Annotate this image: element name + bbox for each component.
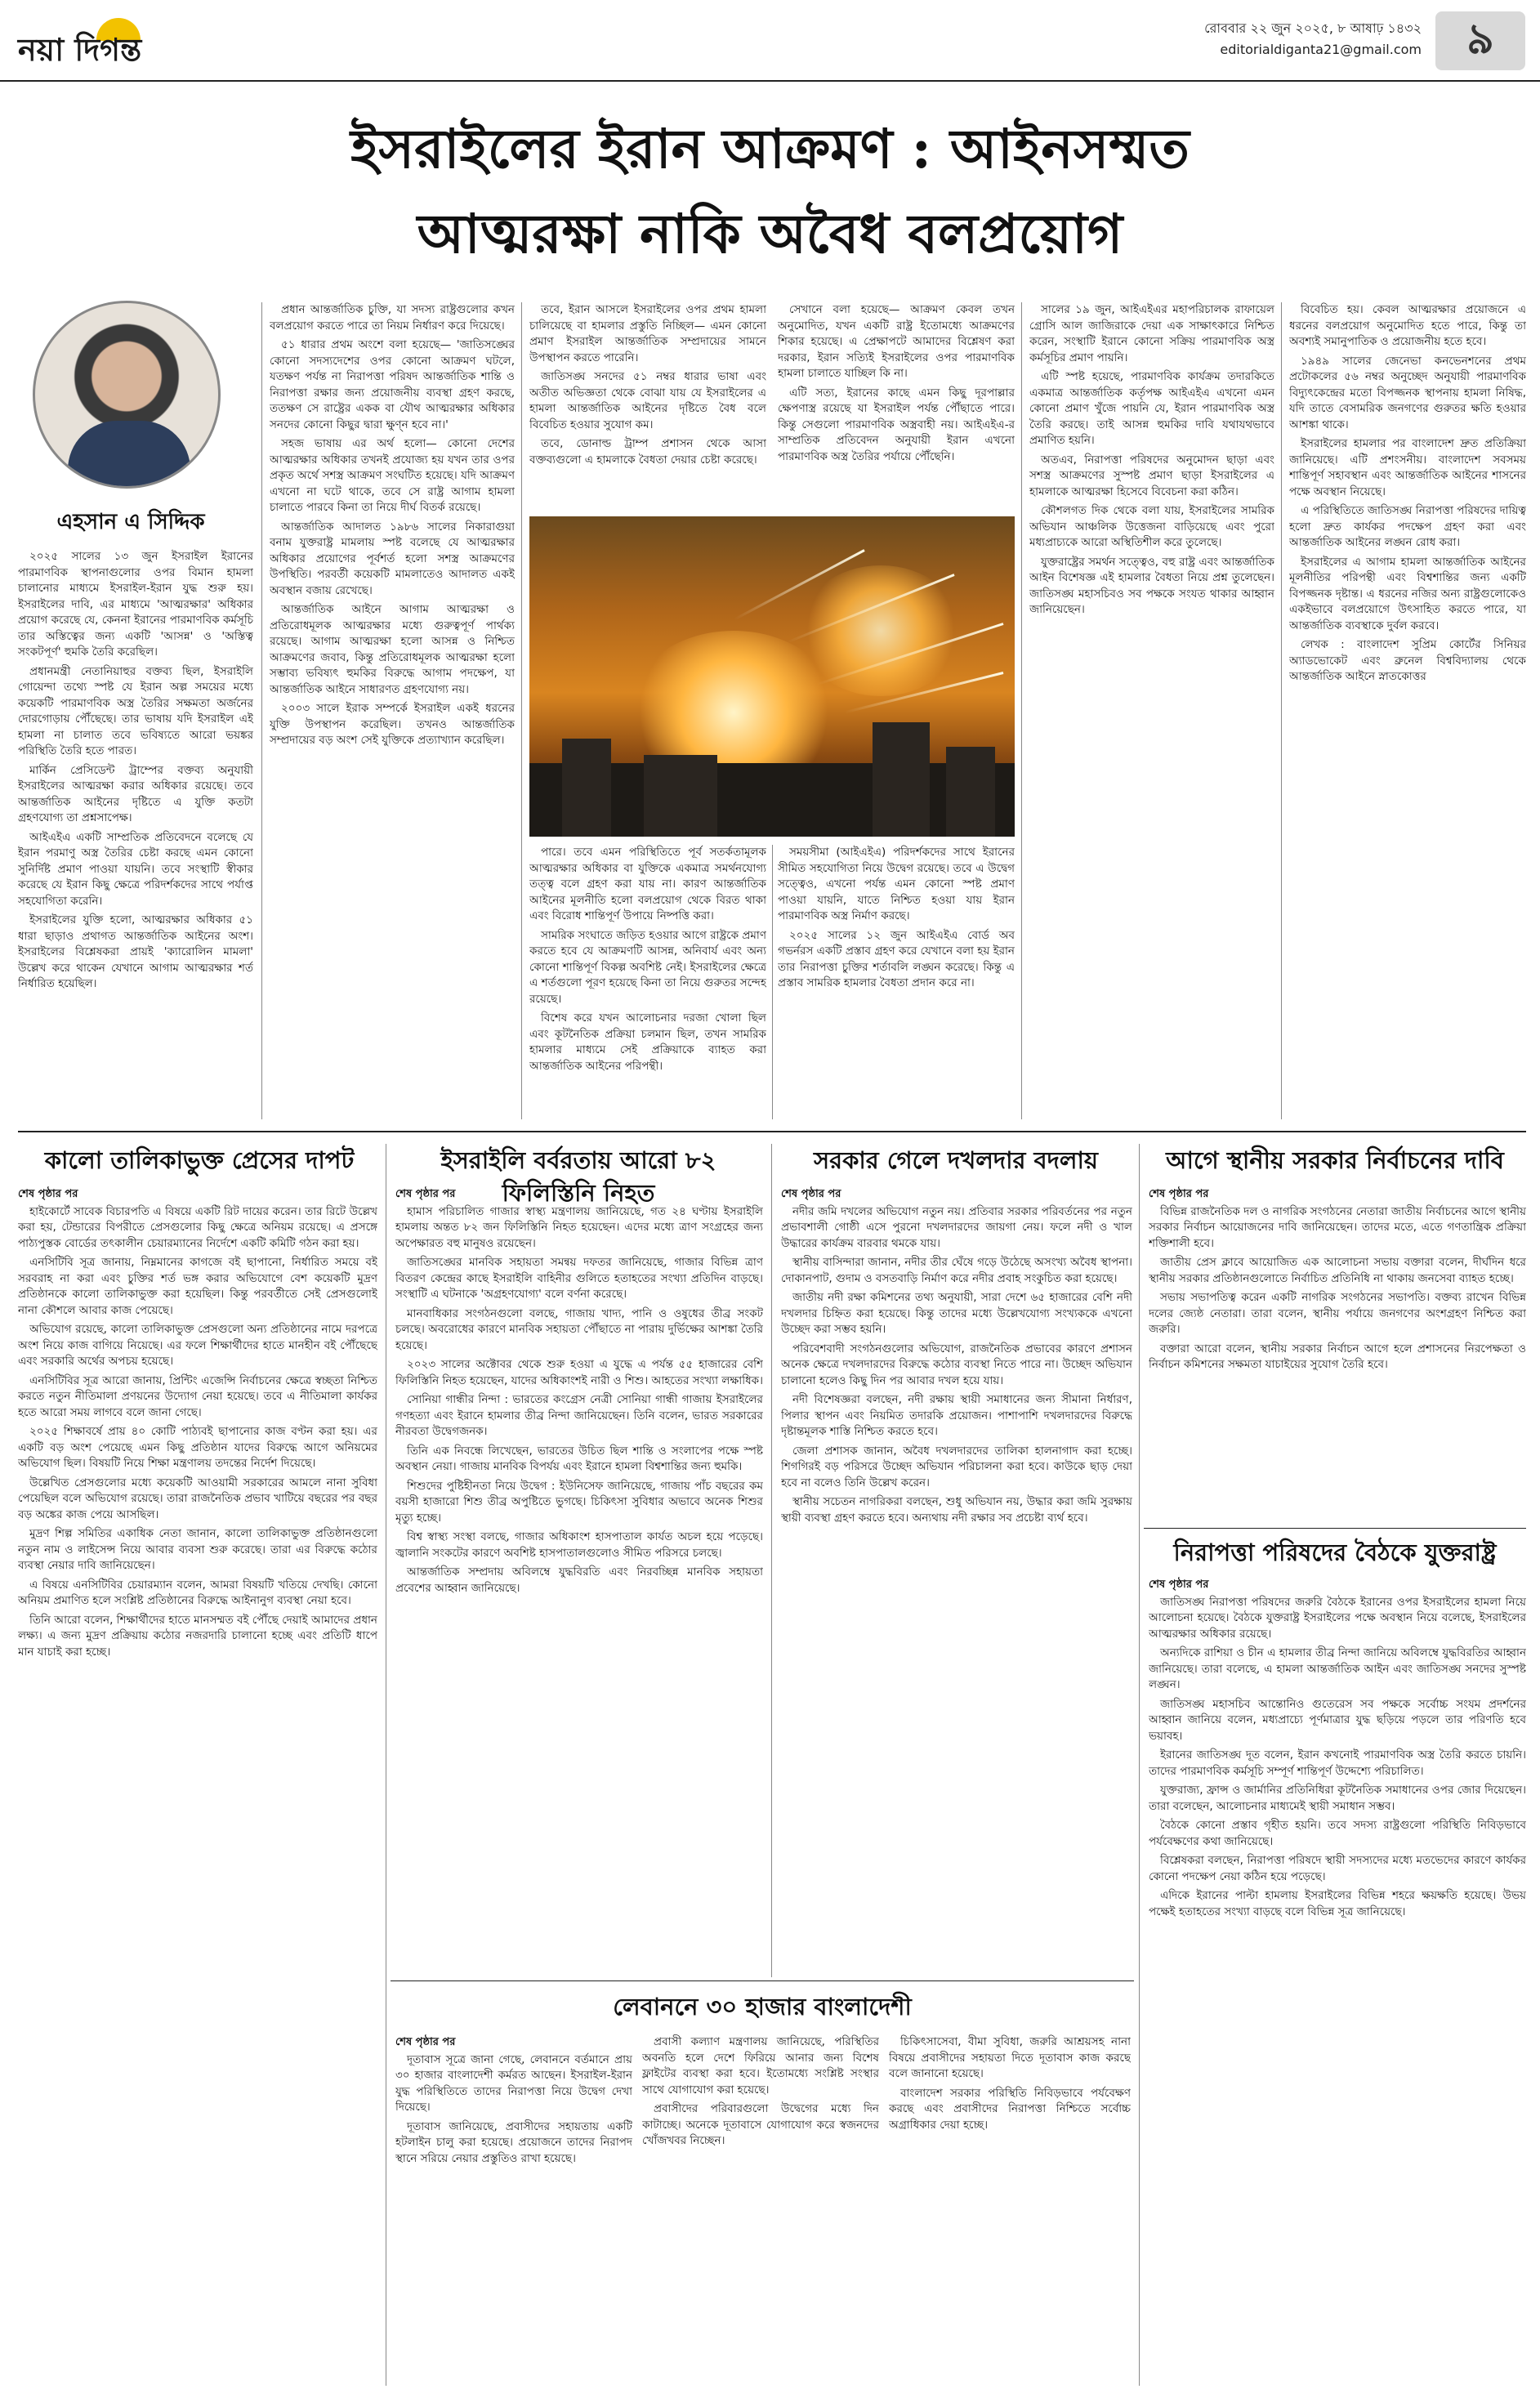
- press-section-title[interactable]: কালো তালিকাভুক্ত প্রেসের দাপট: [44, 1146, 355, 1174]
- lead-headline: [0, 106, 1540, 276]
- explosion-glow: [799, 565, 962, 696]
- editorial-email[interactable]: editorialdiganta21@gmail.com: [1220, 42, 1422, 57]
- section-separator: [391, 1980, 1134, 1981]
- article-paragraph: নদীর জমি দখলের অভিযোগ নতুন নয়। প্রতিবার সরকার পরিবর্তনের পর নতুন প্রভাবশালী গোষ্ঠী এসে পুরনো দখলদারদের জায়গা নেয়। ফলে নদী ও খাল উদ্ধারের কার্যক্রম বারবার থমকে যায়।: [781, 1204, 1132, 1250]
- article-paragraph: জাতীয় নদী রক্ষা কমিশনের তথ্য অনুযায়ী, সারা দেশে ৬৫ হাজারের বেশি নদী দখলদার চিহ্নিত করা হয়েছে। কিন্তু তাদের মধ্যে উল্লেখযোগ্য সংখ্যককে এখনো উচ্ছেদ করা সম্ভব হয়নি।: [781, 1291, 1132, 1336]
- lead-article-column-3-top: [529, 302, 766, 508]
- article-paragraph: আইএইএ একটি সাম্প্রতিক প্রতিবেদনে বলেছে যে ইরান পরমাণু অস্ত্র তৈরির চেষ্টা করছে এমন কোনো সুনির্দিষ্ট প্রমাণ পাওয়া যায়নি। তবে সংস্থাটি স্বীকার করেছে যে ইরান কিছু ক্ষেত্রে পরিদর্শকদের সাথে পর্যাপ্ত সহযোগিতা করেনি।: [18, 830, 253, 908]
- page-number-badge: ৯: [1435, 11, 1525, 70]
- article-paragraph: বক্তারা আরো বলেন, স্থানীয় সরকার নির্বাচন আগে হলে প্রশাসনের নিরপেক্ষতা ও নির্বাচন কমিশনের সক্ষমতা যাচাইয়ের সুযোগ তৈরি হবে।: [1149, 1342, 1526, 1371]
- dateline: [1204, 18, 1422, 60]
- article-paragraph: ২০২৫ শিক্ষাবর্ষে প্রায় ৪০ কোটি পাঠ্যবই ছাপানোর কাজ বণ্টন করা হয়। এর একটি বড় অংশ পেয়েছে এমন কিছু প্রতিষ্ঠান যাদের বিরুদ্ধে আগে অনিয়মের অভিযোগ ছিল। বিষয়টি নিয়ে শিক্ষা মন্ত্রণালয় তদন্তের নির্দেশ দিয়েছে।: [18, 1425, 377, 1470]
- palestine-article-body: [395, 1186, 763, 1971]
- article-paragraph: আন্তর্জাতিক আদালত ১৯৮৬ সালের নিকারাগুয়া বনাম যুক্তরাষ্ট্র মামলায় স্পষ্ট বলেছে যে আত্মরক্ষার অধিকার প্রয়োগের পূর্বশর্ত হলো সশস্ত্র আক্রমণের উপস্থিতি। পরবর্তী কয়েকটি মামলাতেও আদালত একই অবস্থান বজায় রেখেছে।: [270, 520, 515, 597]
- article-paragraph: আন্তর্জাতিক সম্প্রদায় অবিলম্বে যুদ্ধবিরতি এবং নিরবচ্ছিন্ন মানবিক সহায়তা প্রবেশের আহ্বান জানিয়েছে।: [395, 1565, 763, 1595]
- logo-text: নয়া দিগন্ত: [18, 31, 142, 68]
- article-paragraph: প্রধানমন্ত্রী নেতানিয়াহুর বক্তব্য ছিল, ইসরাইলি গোয়েন্দা তথ্যে স্পষ্ট যে ইরান অল্প সময়ের মধ্যে কয়েকটি পারমাণবিক অস্ত্র তৈরির সক্ষমতা অর্জনের দোরগোড়ায় পৌঁছেছে। তার ভাষায় যদি ইসরাইল এই হামলা না চালাত তবে ভবিষ্যতে আরো ভয়ঙ্কর পরিস্থিতি তৈরি হতে পারত।: [18, 664, 253, 757]
- article-paragraph: সভায় সভাপতিত্ব করেন একটি নাগরিক সংগঠনের সভাপতি। বক্তব্য রাখেন বিভিন্ন দলের জ্যেষ্ঠ নেতারা। তারা বলেন, স্থানীয় পর্যায়ে জনগণের অংশগ্রহণ নিশ্চিত করা জরুরি।: [1149, 1291, 1526, 1336]
- lebanon-article-column-1: [395, 2034, 632, 2384]
- column-divider: [1021, 302, 1022, 1119]
- article-paragraph: বিবেচিত হয়। কেবল আত্মরক্ষার প্রয়োজনে এ ধরনের বলপ্রয়োগ অনুমোদিত হতে পারে, কিন্তু তা অবশ্যই সমানুপাতিক ও প্রয়োজনীয় হতে হবে।: [1289, 303, 1526, 348]
- article-paragraph: তবে, ইরান আসলে ইসরাইলের ওপর প্রথম হামলা চালিয়েছে বা হামলার প্রস্তুতি নিচ্ছিল— এমন কোনো প্রমাণ ইসরাইল আন্তর্জাতিক সম্প্রদায়ের সামনে উপস্থাপন করতে পারেনি।: [529, 303, 766, 364]
- article-paragraph: তবে, ডোনাল্ড ট্রাম্প প্রশাসন থেকে আসা বক্তব্যগুলো এ হামলাকে বৈধতা দেয়ার চেষ্টা করেছে।: [529, 437, 766, 467]
- continued-from-label: শেষ পৃষ্ঠার পর: [395, 2036, 456, 2048]
- missile-attack-photo: [529, 516, 1015, 837]
- article-paragraph: সেখানে বলা হয়েছে— আক্রমণ কেবল তখন অনুমোদিত, যখন একটি রাষ্ট্র ইতোমধ্যে আক্রমণের শিকার হয়েছে। এ প্রেক্ষাপটে আমাদের বিশ্লেষণ করা দরকার, ইরান সত্যিই ইসরাইলের ওপর পারমাণবিক হামলা চালাতে যাচ্ছিল কি না।: [778, 303, 1015, 380]
- article-paragraph: ৫১ ধারার প্রথম অংশে বলা হয়েছে— 'জাতিসঙ্ঘের কোনো সদস্যদেশের ওপর কোনো আক্রমণ ঘটলে, যতক্ষণ পর্যন্ত না নিরাপত্তা পরিষদ আন্তর্জাতিক শান্তি ও নিরাপত্তা রক্ষার জন্য প্রয়োজনীয় ব্যবস্থা গ্রহণ করছে, ততক্ষণ সে রাষ্ট্রের একক বা যৌথ আত্মরক্ষার অধিকার সনদের কোনো কিছুর দ্বারা ক্ষুণ্ন হবে না।': [270, 338, 515, 431]
- article-paragraph: ২০২৩ সালের অক্টোবর থেকে শুরু হওয়া এ যুদ্ধে এ পর্যন্ত ৫৫ হাজারের বেশি ফিলিস্তিনি নিহত হয়েছেন, যাদের অধিকাংশই নারী ও শিশু। আহতের সংখ্যা লক্ষাধিক।: [395, 1358, 763, 1387]
- article-paragraph: জাতীয় প্রেস ক্লাবে আয়োজিত এক আলোচনা সভায় বক্তারা বলেন, দীর্ঘদিন ধরে স্থানীয় সরকার প্রতিষ্ঠানগুলোতে নির্বাচিত প্রতিনিধি না থাকায় জনসেবা ব্যাহত হচ্ছে।: [1149, 1256, 1526, 1285]
- article-paragraph: এ বিষয়ে এনসিটিবির চেয়ারম্যান বলেন, আমরা বিষয়টি খতিয়ে দেখছি। কোনো অনিয়ম প্রমাণিত হলে সংশ্লিষ্ট প্রতিষ্ঠানের বিরুদ্ধে আইনানুগ ব্যবস্থা নেয়া হবে।: [18, 1578, 377, 1607]
- article-paragraph: তিনি এক নিবন্ধে লিখেছেন, ভারতের উচিত ছিল শান্তি ও সংলাপের পক্ষে স্পষ্ট অবস্থান নেয়া। গাজায় মানবিক বিপর্যয় এবং ইরানে হামলা বিশ্বশান্তির জন্য হুমকি।: [395, 1444, 763, 1473]
- article-paragraph: এটি স্পষ্ট হয়েছে, পারমাণবিক কার্যক্রম তদারকিতে একমাত্র আন্তর্জাতিক কর্তৃপক্ষ আইএইএ এখনো এমন কোনো প্রমাণ খুঁজে পায়নি যে, ইরান পারমাণবিক অস্ত্র তৈরি করছে। তাই আসন্ন হুমকির দাবি যথাযথভাবে প্রমাণিত হয়নি।: [1029, 370, 1274, 447]
- lead-article-column-4-bottom: [778, 845, 1015, 1121]
- article-paragraph: অতএব, নিরাপত্তা পরিষদের অনুমোদন ছাড়া এবং সশস্ত্র আক্রমণের সুস্পষ্ট প্রমাণ ছাড়া ইসরাইলের এ হামলাকে আত্মরক্ষা হিসেবে বিবেচনা করা কঠিন।: [1029, 453, 1274, 498]
- article-paragraph: বিশ্ব স্বাস্থ্য সংস্থা বলছে, গাজার অধিকাংশ হাসপাতাল কার্যত অচল হয়ে পড়েছে। জ্বালানি সংকটের কারণে অবশিষ্ট হাসপাতালগুলোও সীমিত পরিসরে চলছে।: [395, 1530, 763, 1560]
- article-paragraph: আন্তর্জাতিক আইনে আগাম আত্মরক্ষা ও প্রতিরোধমূলক আত্মরক্ষার মধ্যে গুরুত্বপূর্ণ পার্থক্য রয়েছে। আগাম আত্মরক্ষা হলো আসন্ন ও নিশ্চিত আক্রমণের জবাব, কিন্তু প্রতিরোধমূলক আত্মরক্ষা হলো সম্ভাব্য ভবিষ্যৎ হুমকির বিরুদ্ধে আগাম পদক্ষেপ, যা আন্তর্জাতিক আইনে সাধারণত গ্রহণযোগ্য নয়।: [270, 603, 515, 696]
- article-paragraph: এনসিটিবির সূত্র আরো জানায়, প্রিন্টিং এজেন্সি নির্বাচনের ক্ষেত্রে স্বচ্ছতা নিশ্চিত করতে নতুন নীতিমালা প্রণয়নের উদ্যোগ নেয়া হয়েছে। তবে এ নীতিমালা কার্যকর হতে আরো সময় লাগবে বলে জানা গেছে।: [18, 1373, 377, 1419]
- article-paragraph: ২০২৫ সালের ১২ জুন আইএইএ বোর্ড অব গভর্নরস একটি প্রস্তাব গ্রহণ করে যেখানে বলা হয় ইরান তার নিরাপত্তা চুক্তির শর্তাবলি লঙ্ঘন করেছে। কিন্তু এ প্রস্তাব সামরিক হামলার বৈধতা প্রদান করে না।: [778, 928, 1015, 989]
- article-paragraph: এনসিটিবি সূত্র জানায়, নিম্নমানের কাগজে বই ছাপানো, নির্ধারিত সময়ে বই সরবরাহ না করা এবং চুক্তির শর্ত ভঙ্গ করার অভিযোগে বেশ কয়েকটি মুদ্রণ প্রতিষ্ঠানকে কালো তালিকাভুক্ত করা হয়েছিল। কিন্তু পরবর্তীতে সেই প্রেসগুলোই নানা কৌশলে আবার কাজ পেয়েছে।: [18, 1256, 377, 1317]
- column-divider: [1139, 1144, 1140, 2386]
- article-paragraph: জাতিসঙ্ঘের মানবিক সহায়তা সমন্বয় দফতর জানিয়েছে, গাজার বিভিন্ন ত্রাণ বিতরণ কেন্দ্রের কাছে ইসরাইলি বাহিনীর গুলিতে হতাহতের সংখ্যা প্রতিদিন বাড়ছে। সংস্থাটি এ ঘটনাকে 'অগ্রহণযোগ্য' বলে বর্ণনা করেছে।: [395, 1256, 763, 1301]
- article-paragraph: প্রবাসীদের পরিবারগুলো উদ্বেগের মধ্যে দিন কাটাচ্ছে। অনেকে দূতাবাসে যোগাযোগ করে স্বজনদের খোঁজখবর নিচ্ছেন।: [642, 2102, 879, 2147]
- article-paragraph: বিশ্লেষকরা বলছেন, নিরাপত্তা পরিষদে স্থায়ী সদস্যদের মধ্যে মতভেদের কারণে কার্যকর কোনো পদক্ষেপ নেয়া কঠিন হয়ে পড়েছে।: [1149, 1854, 1526, 1883]
- column-divider: [772, 845, 773, 1119]
- column-divider: [521, 302, 522, 1119]
- local-govt-section-title[interactable]: আগে স্থানীয় সরকার নির্বাচনের দাবি: [1166, 1146, 1504, 1174]
- headline-line-2: আত্মরক্ষা নাকি অবৈধ বলপ্রয়োগ: [417, 202, 1123, 266]
- article-paragraph: অভিযোগ রয়েছে, কালো তালিকাভুক্ত প্রেসগুলো অন্য প্রতিষ্ঠানের নামে দরপত্রে অংশ নিয়ে কাজ বাগিয়ে নিয়েছে। এর ফলে শিক্ষার্থীদের হাতে মানহীন বই পৌঁছেছে এবং সরকারি অর্থের অপচয় হয়েছে।: [18, 1323, 377, 1368]
- article-paragraph: ইসরাইলের যুক্তি হলো, আত্মরক্ষার অধিকার ৫১ ধারা ছাড়াও প্রথাগত আন্তর্জাতিক আইনের অংশ। ইসরাইলের বিশ্লেষকরা প্রায়ই 'ক্যারোলিন মামলা' উল্লেখ করে থাকেন যেখানে আগাম আত্মরক্ষার শর্ত নির্ধারিত হয়েছিল।: [18, 913, 253, 990]
- lead-article-column-3-bottom: [529, 845, 766, 1121]
- lebanon-article-column-3: [889, 2034, 1131, 2384]
- article-paragraph: মানবাধিকার সংগঠনগুলো বলছে, গাজায় খাদ্য, পানি ও ওষুধের তীব্র সংকট চলছে। অবরোধের কারণে মানবিক সহায়তা পৌঁছাতে না পারায় দুর্ভিক্ষের আশঙ্কা তৈরি হয়েছে।: [395, 1306, 763, 1352]
- article-paragraph: সময়সীমা (আইএইএ) পরিদর্শকদের সাথে ইরানের সীমিত সহযোগিতা নিয়ে উদ্বেগ রয়েছে। তবে এ উদ্বেগ সত্ত্বেও, এখনো পর্যন্ত এমন কোনো স্পষ্ট প্রমাণ পাওয়া যায়নি, যাতে নিশ্চিত হওয়া যায় ইরান পারমাণবিক অস্ত্র নির্মাণ করছে।: [778, 846, 1015, 922]
- article-paragraph: জাতিসঙ্ঘ মহাসচিব আন্তোনিও গুতেরেস সব পক্ষকে সর্বোচ্চ সংযম প্রদর্শনের আহ্বান জানিয়ে বলেন, মধ্যপ্রাচ্যে পূর্ণমাত্রার যুদ্ধ ছড়িয়ে পড়লে তার পরিণতি হবে ভয়াবহ।: [1149, 1697, 1526, 1743]
- article-paragraph: পারে। তবে এমন পরিস্থিতিতে পূর্ব সতর্কতামূলক আত্মরক্ষার অধিকার বা যুক্তিকে একমাত্র সমর্থনযোগ্য তত্ত্ব বলে গ্রহণ করা যায় না। কারণ আন্তর্জাতিক আইনের মূলনীতি হলো বলপ্রয়োগ থেকে বিরত থাকা এবং বিরোধ শান্তিপূর্ণ উপায়ে নিষ্পত্তি করা।: [529, 846, 766, 922]
- newspaper-logo[interactable]: [18, 15, 181, 68]
- article-paragraph: উল্লেখিত প্রেসগুলোর মধ্যে কয়েকটি আওয়ামী সরকারের আমলে নানা সুবিধা পেয়েছিল বলে অভিযোগ রয়েছে। তারা রাজনৈতিক প্রভাব খাটিয়ে বছরের পর বছর বড় অঙ্কের কাজ পেয়ে আসছিল।: [18, 1476, 377, 1521]
- lead-article-column-2: [270, 302, 515, 1121]
- article-paragraph: প্রবাসী কল্যাণ মন্ত্রণালয় জানিয়েছে, পরিস্থিতির অবনতি হলে দেশে ফিরিয়ে আনার জন্য বিশেষ ফ্লাইটের ব্যবস্থা করা হবে। ইতোমধ্যে সংশ্লিষ্ট সংস্থার সাথে যোগাযোগ করা হয়েছে।: [642, 2035, 879, 2097]
- article-paragraph: দূতাবাস জানিয়েছে, প্রবাসীদের সহায়তায় একটি হটলাইন চালু করা হয়েছে। প্রয়োজনে তাদের নিরাপদ স্থানে সরিয়ে নেয়ার প্রস্তুতিও রাখা হয়েছে।: [395, 2119, 632, 2165]
- building: [946, 747, 995, 837]
- article-paragraph: এটি সত্য, ইরানের কাছে এমন কিছু দূরপাল্লার ক্ষেপণাস্ত্র রয়েছে যা ইসরাইল পর্যন্ত পৌঁছাতে পারে। কিন্তু সেগুলো পারমাণবিক অস্ত্রবাহী নয়। আইএইএ-র সাম্প্রতিক প্রতিবেদন অনুযায়ী ইরান এখনো পারমাণবিক অস্ত্র তৈরির পর্যায়ে পৌঁছেনি।: [778, 386, 1015, 463]
- article-paragraph: বৈঠকে কোনো প্রস্তাব গৃহীত হয়নি। তবে সদস্য রাষ্ট্রগুলো পরিস্থিতি নিবিড়ভাবে পর্যবেক্ষণের কথা জানিয়েছে।: [1149, 1819, 1526, 1848]
- column-divider: [261, 302, 262, 1119]
- article-paragraph: বাংলাদেশ সরকার পরিস্থিতি নিবিড়ভাবে পর্যবেক্ষণ করছে এবং প্রবাসীদের নিরাপত্তা নিশ্চিতে সর্বোচ্চ অগ্রাধিকার দেয়া হচ্ছে।: [889, 2086, 1131, 2132]
- building: [873, 722, 930, 837]
- article-paragraph: ২০০৩ সালে ইরাক সম্পর্কে ইসরাইল একই ধরনের যুক্তি উপস্থাপন করেছিল। তখনও আন্তর্জাতিক সম্প্রদায়ের বড় অংশ সেই যুক্তিকে প্রত্যাখ্যান করেছিল।: [270, 702, 515, 747]
- article-paragraph: যুক্তরাষ্ট্রের সমর্থন সত্ত্বেও, বহু রাষ্ট্র এবং আন্তর্জাতিক আইন বিশেষজ্ঞ এই হামলার বৈধতা নিয়ে প্রশ্ন তুলেছেন। জাতিসঙ্ঘ মহাসচিবও সব পক্ষকে সংযত থাকার আহ্বান জানিয়েছেন।: [1029, 555, 1274, 616]
- building: [562, 739, 611, 837]
- article-paragraph: শিশুদের পুষ্টিহীনতা নিয়ে উদ্বেগ : ইউনিসেফ জানিয়েছে, গাজায় পাঁচ বছরের কম বয়সী হাজারো শিশু তীব্র অপুষ্টিতে ভুগছে। চিকিৎসা সুবিধার অভাবে অনেক শিশুর মৃত্যু হচ্ছে।: [395, 1479, 763, 1525]
- article-paragraph: এ পরিস্থিতিতে জাতিসঙ্ঘ নিরাপত্তা পরিষদের দায়িত্ব হলো দ্রুত কার্যকর পদক্ষেপ গ্রহণ করা এবং আন্তর্জাতিক আইনের লঙ্ঘন রোধ করা।: [1289, 504, 1526, 549]
- lead-article-column-6: [1289, 302, 1526, 1121]
- local-govt-article-body: [1149, 1186, 1526, 1520]
- article-paragraph: প্রধান আন্তর্জাতিক চুক্তি, যা সদস্য রাষ্ট্রগুলোর কখন বলপ্রয়োগ করতে পারে তা নিয়ম নির্ধারণ করে দিয়েছে।: [270, 303, 515, 333]
- continued-from-label: শেষ পৃষ্ঠার পর: [1149, 1579, 1209, 1591]
- author-name: এহসান এ সিদ্দিক: [56, 510, 205, 534]
- article-paragraph: স্থানীয় সচেতন নাগরিকরা বলছেন, শুধু অভিযান নয়, উদ্ধার করা জমি সুরক্ষায় স্থায়ী ব্যবস্থা গ্রহণ করতে হবে। অন্যথায় নদী রক্ষার সব প্রচেষ্টা ব্যর্থ হবে।: [781, 1495, 1132, 1525]
- article-paragraph: যুক্তরাজ্য, ফ্রান্স ও জার্মানির প্রতিনিধিরা কূটনৈতিক সমাধানের ওপর জোর দিয়েছেন। তারা বলেছেন, আলোচনার মাধ্যমেই স্থায়ী সমাধান সম্ভব।: [1149, 1784, 1526, 1813]
- article-paragraph: বিশেষ করে যখন আলোচনার দরজা খোলা ছিল এবং কূটনৈতিক প্রক্রিয়া চলমান ছিল, তখন সামরিক হামলার মাধ্যমে সেই প্রক্রিয়াকে ব্যাহত করা আন্তর্জাতিক আইনের পরিপন্থী।: [529, 1011, 766, 1073]
- article-paragraph: তিনি আরো বলেন, শিক্ষার্থীদের হাতে মানসম্মত বই পৌঁছে দেয়াই আমাদের প্রধান লক্ষ্য। এ জন্য মুদ্রণ প্রক্রিয়ায় কঠোর নজরদারি চালানো হচ্ছে এবং প্রতিটি ধাপে মান যাচাই করা হচ্ছে।: [18, 1613, 377, 1659]
- article-paragraph: চিকিৎসাসেবা, বীমা সুবিধা, জরুরি আশ্রয়সহ নানা বিষয়ে প্রবাসীদের সহায়তা দিতে দূতাবাস কাজ করছে বলে জানানো হয়েছে।: [889, 2035, 1131, 2080]
- article-paragraph: মুদ্রণ শিল্প সমিতির একাধিক নেতা জানান, কালো তালিকাভুক্ত প্রতিষ্ঠানগুলো নতুন নাম ও লাইসেন্স নিয়ে আবার ব্যবসা শুরু করেছে। তারা এর বিরুদ্ধে কঠোর ব্যবস্থা নেয়ার দাবি জানিয়েছেন।: [18, 1527, 377, 1572]
- article-paragraph: অন্যদিকে রাশিয়া ও চীন এ হামলার তীব্র নিন্দা জানিয়ে অবিলম্বে যুদ্ধবিরতির আহ্বান জানিয়েছে। তারা বলেছে, এ হামলা আন্তর্জাতিক আইন এবং জাতিসঙ্ঘ সনদের সুস্পষ্ট লঙ্ঘন।: [1149, 1646, 1526, 1691]
- article-paragraph: নদী বিশেষজ্ঞরা বলছেন, নদী রক্ষায় স্থায়ী সমাধানের জন্য সীমানা নির্ধারণ, পিলার স্থাপন এবং নিয়মিত তদারকি প্রয়োজন। পাশাপাশি দখলদারদের বিরুদ্ধে দৃষ্টান্তমূলক শাস্তি নিশ্চিত করতে হবে।: [781, 1393, 1132, 1438]
- article-paragraph: সালের ১৯ জুন, আইএইএর মহাপরিচালক রাফায়েল গ্রোসি আল জাজিরাকে দেয়া এক সাক্ষাৎকারে নিশ্চিত করেন, সংস্থাটি ইরানে কোনো সক্রিয় পারমাণবিক অস্ত্র কর্মসূচির প্রমাণ পায়নি।: [1029, 303, 1274, 364]
- lead-article-column-5: [1029, 302, 1274, 1121]
- article-paragraph: সহজ ভাষায় এর অর্থ হলো— কোনো দেশের আত্মরক্ষার অধিকার তখনই প্রযোজ্য হয় যখন তার ওপর প্রকৃত অর্থে সশস্ত্র আক্রমণ সংঘটিত হয়েছে। যদি আক্রমণ এখনো না ঘটে থাকে, তবে সে রাষ্ট্র আগাম হামলা চালাতে পারবে কিনা তা নিয়ে দীর্ঘ বিতর্ক রয়েছে।: [270, 437, 515, 514]
- headline-line-1: ইসরাইলের ইরান আক্রমণ : আইনসম্মত: [350, 117, 1190, 181]
- article-paragraph: এদিকে ইরানের পাল্টা হামলায় ইসরাইলের বিভিন্ন শহরে ক্ষয়ক্ষতি হয়েছে। উভয় পক্ষেই হতাহতের সংখ্যা বাড়ছে বলে বিভিন্ন সূত্র জানিয়েছে।: [1149, 1889, 1526, 1918]
- continued-from-label: শেষ পৃষ্ঠার পর: [18, 1188, 78, 1200]
- article-paragraph: ইরানের জাতিসঙ্ঘ দূত বলেন, ইরান কখনোই পারমাণবিক অস্ত্র তৈরি করতে চায়নি। তাদের পারমাণবিক কর্মসূচি সম্পূর্ণ শান্তিপূর্ণ উদ্দেশ্যে পরিচালিত।: [1149, 1748, 1526, 1778]
- article-paragraph: ইসরাইলের হামলার পর বাংলাদেশ দ্রুত প্রতিক্রিয়া জানিয়েছে। এটি প্রশংসনীয়। বাংলাদেশ সবসময় শান্তিপূর্ণ সহাবস্থান এবং আন্তর্জাতিক আইনের শাসনের পক্ষে অবস্থান নিয়েছে।: [1289, 437, 1526, 498]
- section-separator: [18, 1131, 1526, 1132]
- continued-from-label: শেষ পৃষ্ঠার পর: [781, 1188, 841, 1200]
- issue-date: রোববার ২২ জুন ২০২৫, ৮ আষাঢ় ১৪৩২: [1204, 20, 1422, 36]
- security-council-article-body: [1149, 1577, 1526, 2384]
- article-paragraph: কৌশলগত দিক থেকে বলা যায়, ইসরাইলের সামরিক অভিযান আঞ্চলিক উত্তেজনা বাড়িয়েছে এবং পুরো মধ্যপ্রাচ্যকে আরো অস্থিতিশীল করে তুলেছে।: [1029, 504, 1274, 549]
- land-article-body: [781, 1186, 1132, 1971]
- masthead: [0, 0, 1540, 82]
- article-paragraph: বিভিন্ন রাজনৈতিক দল ও নাগরিক সংগঠনের নেতারা জাতীয় নির্বাচনের আগে স্থানীয় সরকার নির্বাচন আয়োজনের দাবি জানিয়েছেন। তাদের মতে, এতে গণতান্ত্রিক প্রক্রিয়া শক্তিশালী হবে।: [1149, 1204, 1526, 1250]
- article-paragraph: জেলা প্রশাসক জানান, অবৈধ দখলদারদের তালিকা হালনাগাদ করা হচ্ছে। শিগগিরই বড় পরিসরে উচ্ছেদ অভিযান পরিচালনা করা হবে। কাউকে ছাড় দেয়া হবে না বলেও তিনি উল্লেখ করেন।: [781, 1444, 1132, 1489]
- article-paragraph: জাতিসঙ্ঘ সনদের ৫১ নম্বর ধারার ভাষা এবং অতীত অভিজ্ঞতা থেকে বোঝা যায় যে ইসরাইলের এ হামলা আন্তর্জাতিক আইনের দৃষ্টিতে বৈধ বলে বিবেচিত হওয়ার সুযোগ কম।: [529, 370, 766, 431]
- article-paragraph: হাইকোর্টে সাবেক বিচারপতি এ বিষয়ে একটি রিট দায়ের করেন। তার রিটে উল্লেখ করা হয়, টেন্ডারের বিপরীতে প্রেসগুলোর কিছু ক্ষেত্রে অনিয়ম রয়েছে। এ প্রসঙ্গে পাঠ্যপুস্তক বোর্ডের তৎকালীন চেয়ারম্যানের নির্দেশে একটি কমিটি গঠন করা হয়।: [18, 1204, 377, 1250]
- article-paragraph: ১৯৪৯ সালের জেনেভা কনভেনশনের প্রথম প্রটোকলের ৫৬ নম্বর অনুচ্ছেদ অনুযায়ী পারমাণবিক বিদ্যুৎকেন্দ্রের মতো বিপজ্জনক স্থাপনায় হামলা নিষিদ্ধ, যদি তাতে বেসামরিক জনগণের গুরুতর ক্ষতি হওয়ার আশঙ্কা থাকে।: [1289, 354, 1526, 431]
- lead-article-column-4-top: [778, 302, 1015, 508]
- lead-article-column-1: [18, 549, 253, 1121]
- author-portrait-shape: [68, 421, 190, 489]
- land-section-title[interactable]: সরকার গেলে দখলদার বদলায়: [813, 1146, 1099, 1174]
- article-paragraph: লেখক : বাংলাদেশ সুপ্রিম কোর্টের সিনিয়র অ্যাডভোকেট এবং ব্রুনেল বিশ্ববিদ্যালয় থেকে আন্তর্জাতিক আইনে স্নাতকোত্তর: [1289, 638, 1526, 683]
- security-council-section-title[interactable]: নিরাপত্তা পরিষদের বৈঠকে যুক্তরাষ্ট্র: [1173, 1538, 1497, 1566]
- column-divider: [771, 1144, 772, 1977]
- press-article-body: [18, 1186, 377, 2384]
- article-paragraph: দূতাবাস সূত্রে জানা গেছে, লেবাননে বর্তমানে প্রায় ৩০ হাজার বাংলাদেশী কর্মরত আছেন। ইসরাইল-ইরান যুদ্ধ পরিস্থিতিতে তাদের নিরাপত্তা নিয়ে উদ্বেগ দেখা দিয়েছে।: [395, 2052, 632, 2114]
- article-paragraph: পরিবেশবাদী সংগঠনগুলোর অভিযোগ, রাজনৈতিক প্রভাবের কারণে প্রশাসন অনেক ক্ষেত্রে দখলদারদের বিরুদ্ধে কঠোর ব্যবস্থা নিতে পারে না। উচ্ছেদ অভিযান চালানো হলেও কিছু দিন পর আবার দখল হয়ে যায়।: [781, 1342, 1132, 1387]
- article-paragraph: ইসরাইলের এ আগাম হামলা আন্তর্জাতিক আইনের মূলনীতির পরিপন্থী এবং বিশ্বশান্তির জন্য একটি বিপজ্জনক দৃষ্টান্ত। এ ধরনের নজির অন্য রাষ্ট্রগুলোকেও একইভাবে বলপ্রয়োগে উৎসাহিত করতে পারে, যা আন্তর্জাতিক ব্যবস্থাকে দুর্বল করবে।: [1289, 555, 1526, 632]
- article-paragraph: মার্কিন প্রেসিডেন্ট ট্রাম্পের বক্তব্য অনুযায়ী ইসরাইলের আত্মরক্ষা করার অধিকার রয়েছে। তবে আন্তর্জাতিক আইনের দৃষ্টিতে এ যুক্তি কতটা গ্রহণযোগ্য তা প্রশ্নসাপেক্ষ।: [18, 763, 253, 824]
- lebanon-section-title[interactable]: লেবাননে ৩০ হাজার বাংলাদেশী: [613, 1993, 912, 2021]
- article-paragraph: জাতিসঙ্ঘ নিরাপত্তা পরিষদের জরুরি বৈঠকে ইরানের ওপর ইসরাইলের হামলা নিয়ে আলোচনা হয়েছে। বৈঠকে যুক্তরাষ্ট্র ইসরাইলের পক্ষে অবস্থান নিয়ে বলেছে, ইসরাইলের আত্মরক্ষার অধিকার রয়েছে।: [1149, 1595, 1526, 1641]
- palestine-section-title[interactable]: ইসরাইলি বর্বরতায় আরো ৮২ ফিলিস্তিনি নিহত: [440, 1146, 716, 1207]
- author-photo: [33, 301, 221, 489]
- article-paragraph: স্থানীয় বাসিন্দারা জানান, নদীর তীর ঘেঁষে গড়ে উঠেছে অসংখ্য অবৈধ স্থাপনা। দোকানপাট, গুদাম ও বসতবাড়ি নির্মাণ করে নদীর প্রবাহ সংকুচিত করা হয়েছে।: [781, 1256, 1132, 1285]
- article-paragraph: সোনিয়া গান্ধীর নিন্দা : ভারতের কংগ্রেস নেত্রী সোনিয়া গান্ধী গাজায় ইসরাইলের গণহত্যা এবং ইরানে হামলার তীব্র নিন্দা জানিয়েছেন। তিনি বলেন, ভারত সরকারের নীরবতা উদ্বেগজনক।: [395, 1393, 763, 1438]
- column-divider: [1281, 302, 1282, 1119]
- section-separator: [1144, 1528, 1526, 1529]
- article-paragraph: সামরিক সংঘাতে জড়িত হওয়ার আগে রাষ্ট্রকে প্রমাণ করতে হবে যে আক্রমণটি আসন্ন, অনিবার্য এবং অন্য কোনো শান্তিপূর্ণ বিকল্প অবশিষ্ট নেই। ইসরাইলের ক্ষেত্রে এ শর্তগুলো পূরণ হয়েছে কিনা তা নিয়ে গুরুতর সন্দেহ রয়েছে।: [529, 928, 766, 1006]
- building: [644, 755, 717, 837]
- article-paragraph: হামাস পরিচালিত গাজার স্বাস্থ্য মন্ত্রণালয় জানিয়েছে, গত ২৪ ঘণ্টায় ইসরাইলি হামলায় অন্তত ৮২ জন ফিলিস্তিনি নিহত হয়েছেন। এদের মধ্যে ত্রাণ সংগ্রহের জন্য অপেক্ষারত বহু মানুষও রয়েছেন।: [395, 1204, 763, 1250]
- article-paragraph: ২০২৫ সালের ১৩ জুন ইসরাইল ইরানের পারমাণবিক স্থাপনাগুলোর ওপর বিমান হামলা চালানোর মাধ্যমে ইসরাইল-ইরান যুদ্ধ শুরু হয়। ইসরাইলের দাবি, এর মাধ্যমে 'আত্মরক্ষার' অধিকার প্রয়োগ করেছে যে, কেননা ইরানের পারমাণবিক কর্মসূচি তার অস্তিত্বের জন্য একটি 'আসন্ন' ও 'অস্তিত্ব সংকটপূর্ণ' হুমকি তৈরি করেছিল।: [18, 550, 253, 659]
- continued-from-label: শেষ পৃষ্ঠার পর: [395, 1188, 456, 1200]
- continued-from-label: শেষ পৃষ্ঠার পর: [1149, 1188, 1209, 1200]
- lebanon-article-column-2: [642, 2034, 879, 2384]
